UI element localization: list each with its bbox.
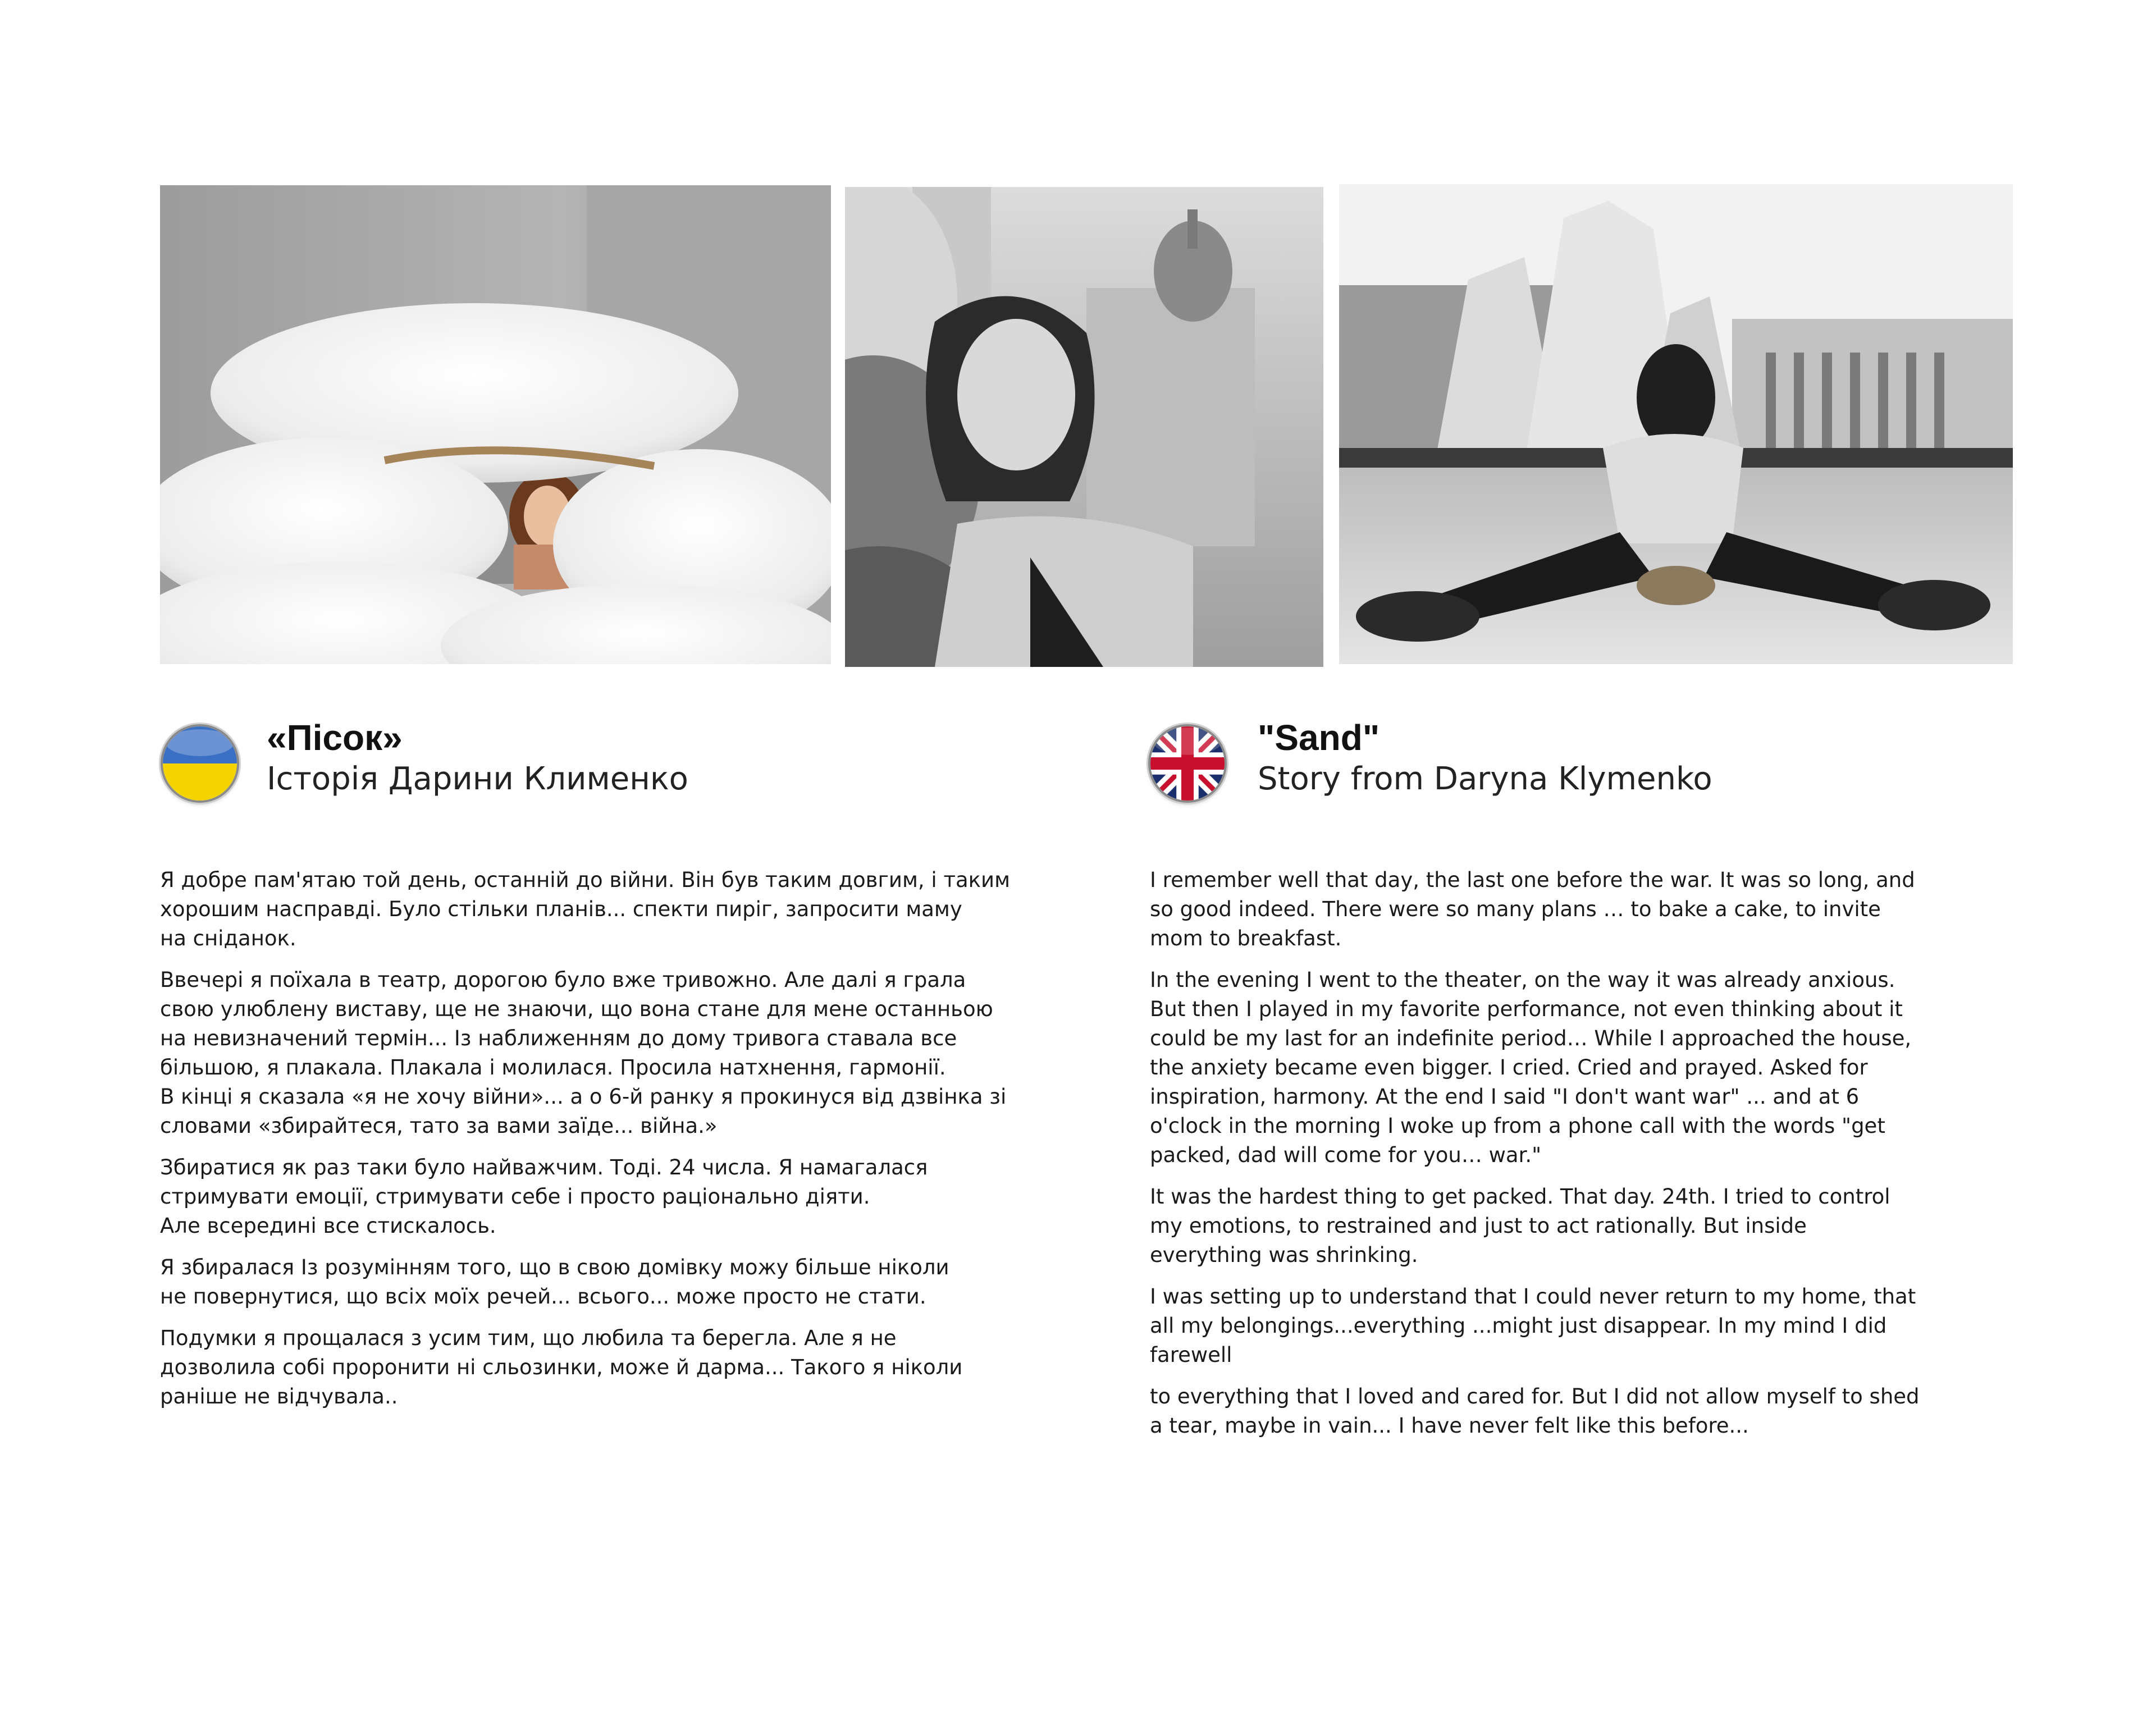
story-title-ukrainian: «Пісок» bbox=[267, 717, 403, 758]
photo-sandbags-girl-peeking-image bbox=[160, 185, 831, 664]
paragraph: Збиратися як раз таки було найважчим. Тоді. 24 числа. Я намагалася стримувати емоції, стримувати себе і просто раціонально діяти. Але всередині все стискалось. bbox=[160, 1155, 928, 1238]
story-title-english: "Sand" bbox=[1258, 717, 1380, 758]
photo-girl-leaning-on-sandbags bbox=[845, 187, 1323, 667]
story-text-english bbox=[1150, 866, 2026, 1453]
photo-girl-leaning-image bbox=[845, 187, 1323, 667]
story-text-ukrainian bbox=[160, 866, 1114, 1424]
paragraph: Ввечері я поїхала в театр, дорогою було вже тривожно. Але далі я грала свою улюблену виставу, ще не знаючи, що вона стане для мене останньою на невизначений термін... Із наближенням до дому тривога ставала все більшою, я плакала. Плакала і молилася. Просила натхнення, гармонії. В кінці я сказала «я не хочу війни»... а о 6-й ранку я прокинуся від дзвінка зі словами «збирайтеся, тато за вами заїде... війна.» bbox=[160, 968, 1007, 1138]
paragraph: In the evening I went to the theater, on the way it was already anxious. But then I played in my favorite performance, not even thinking about it could be my last for an indefinite period… While I approached the house, the anxiety became even bigger. I cried. Cried and prayed. Asked for inspiration, harmony. At the end I said "I don't want war" ... and at 6 o'clock in the morning I woke up from a phone call with the words "get packed, dad will come for you… war." bbox=[1150, 968, 1912, 1167]
photo-sandbags-girl-peeking bbox=[160, 185, 831, 664]
paragraph: I remember well that day, the last one before the war. It was so long, and so good indeed. There were so many plans … to bake a cake, to invite mom to breakfast. bbox=[1150, 868, 1915, 950]
photo-girl-sitting-on-square bbox=[1339, 184, 2013, 664]
heading-ukrainian bbox=[267, 716, 688, 799]
uk-flag-icon bbox=[1150, 726, 1225, 801]
story-subtitle-ukrainian: Історія Дарини Клименко bbox=[267, 761, 688, 797]
ukraine-flag-graphic bbox=[163, 726, 237, 801]
paragraph: It was the hardest thing to get packed. That day. 24th. I tried to control my emotions, to restrained and just to act rationally. But inside everything was shrinking. bbox=[1150, 1185, 1890, 1267]
uk-flag-graphic bbox=[1150, 726, 1225, 801]
paragraph: Подумки я прощалася з усим тим, що любила та берегла. Але я не дозволила собі проронити ні сльозинки, може й дарма... Такого я ніколи раніше не відчувала.. bbox=[160, 1326, 963, 1409]
paragraph: to everything that I loved and cared for. But I did not allow myself to shed a tear, maybe in vain... I have never felt like this before... bbox=[1150, 1384, 1920, 1438]
heading-english bbox=[1258, 716, 1712, 799]
story-subtitle-english: Story from Daryna Klymenko bbox=[1258, 761, 1712, 797]
paragraph: Я добре пам'ятаю той день, останній до війни. Він був таким довгим, і таким хорошим насправді. Було стільки планів... спекти пиріг, запросити маму на сніданок. bbox=[160, 868, 1010, 950]
photo-girl-sitting-image bbox=[1339, 184, 2013, 664]
ukraine-flag-icon bbox=[163, 726, 237, 801]
paragraph: I was setting up to understand that I could never return to my home, that all my belongings...everything ...might just disappear. In my mind I did farewell bbox=[1150, 1284, 1916, 1367]
paragraph: Я збиралася Із розумінням того, що в свою домівку можу більше ніколи не повернутися, що всіх моїх речей... всього... може просто не стати. bbox=[160, 1255, 949, 1309]
